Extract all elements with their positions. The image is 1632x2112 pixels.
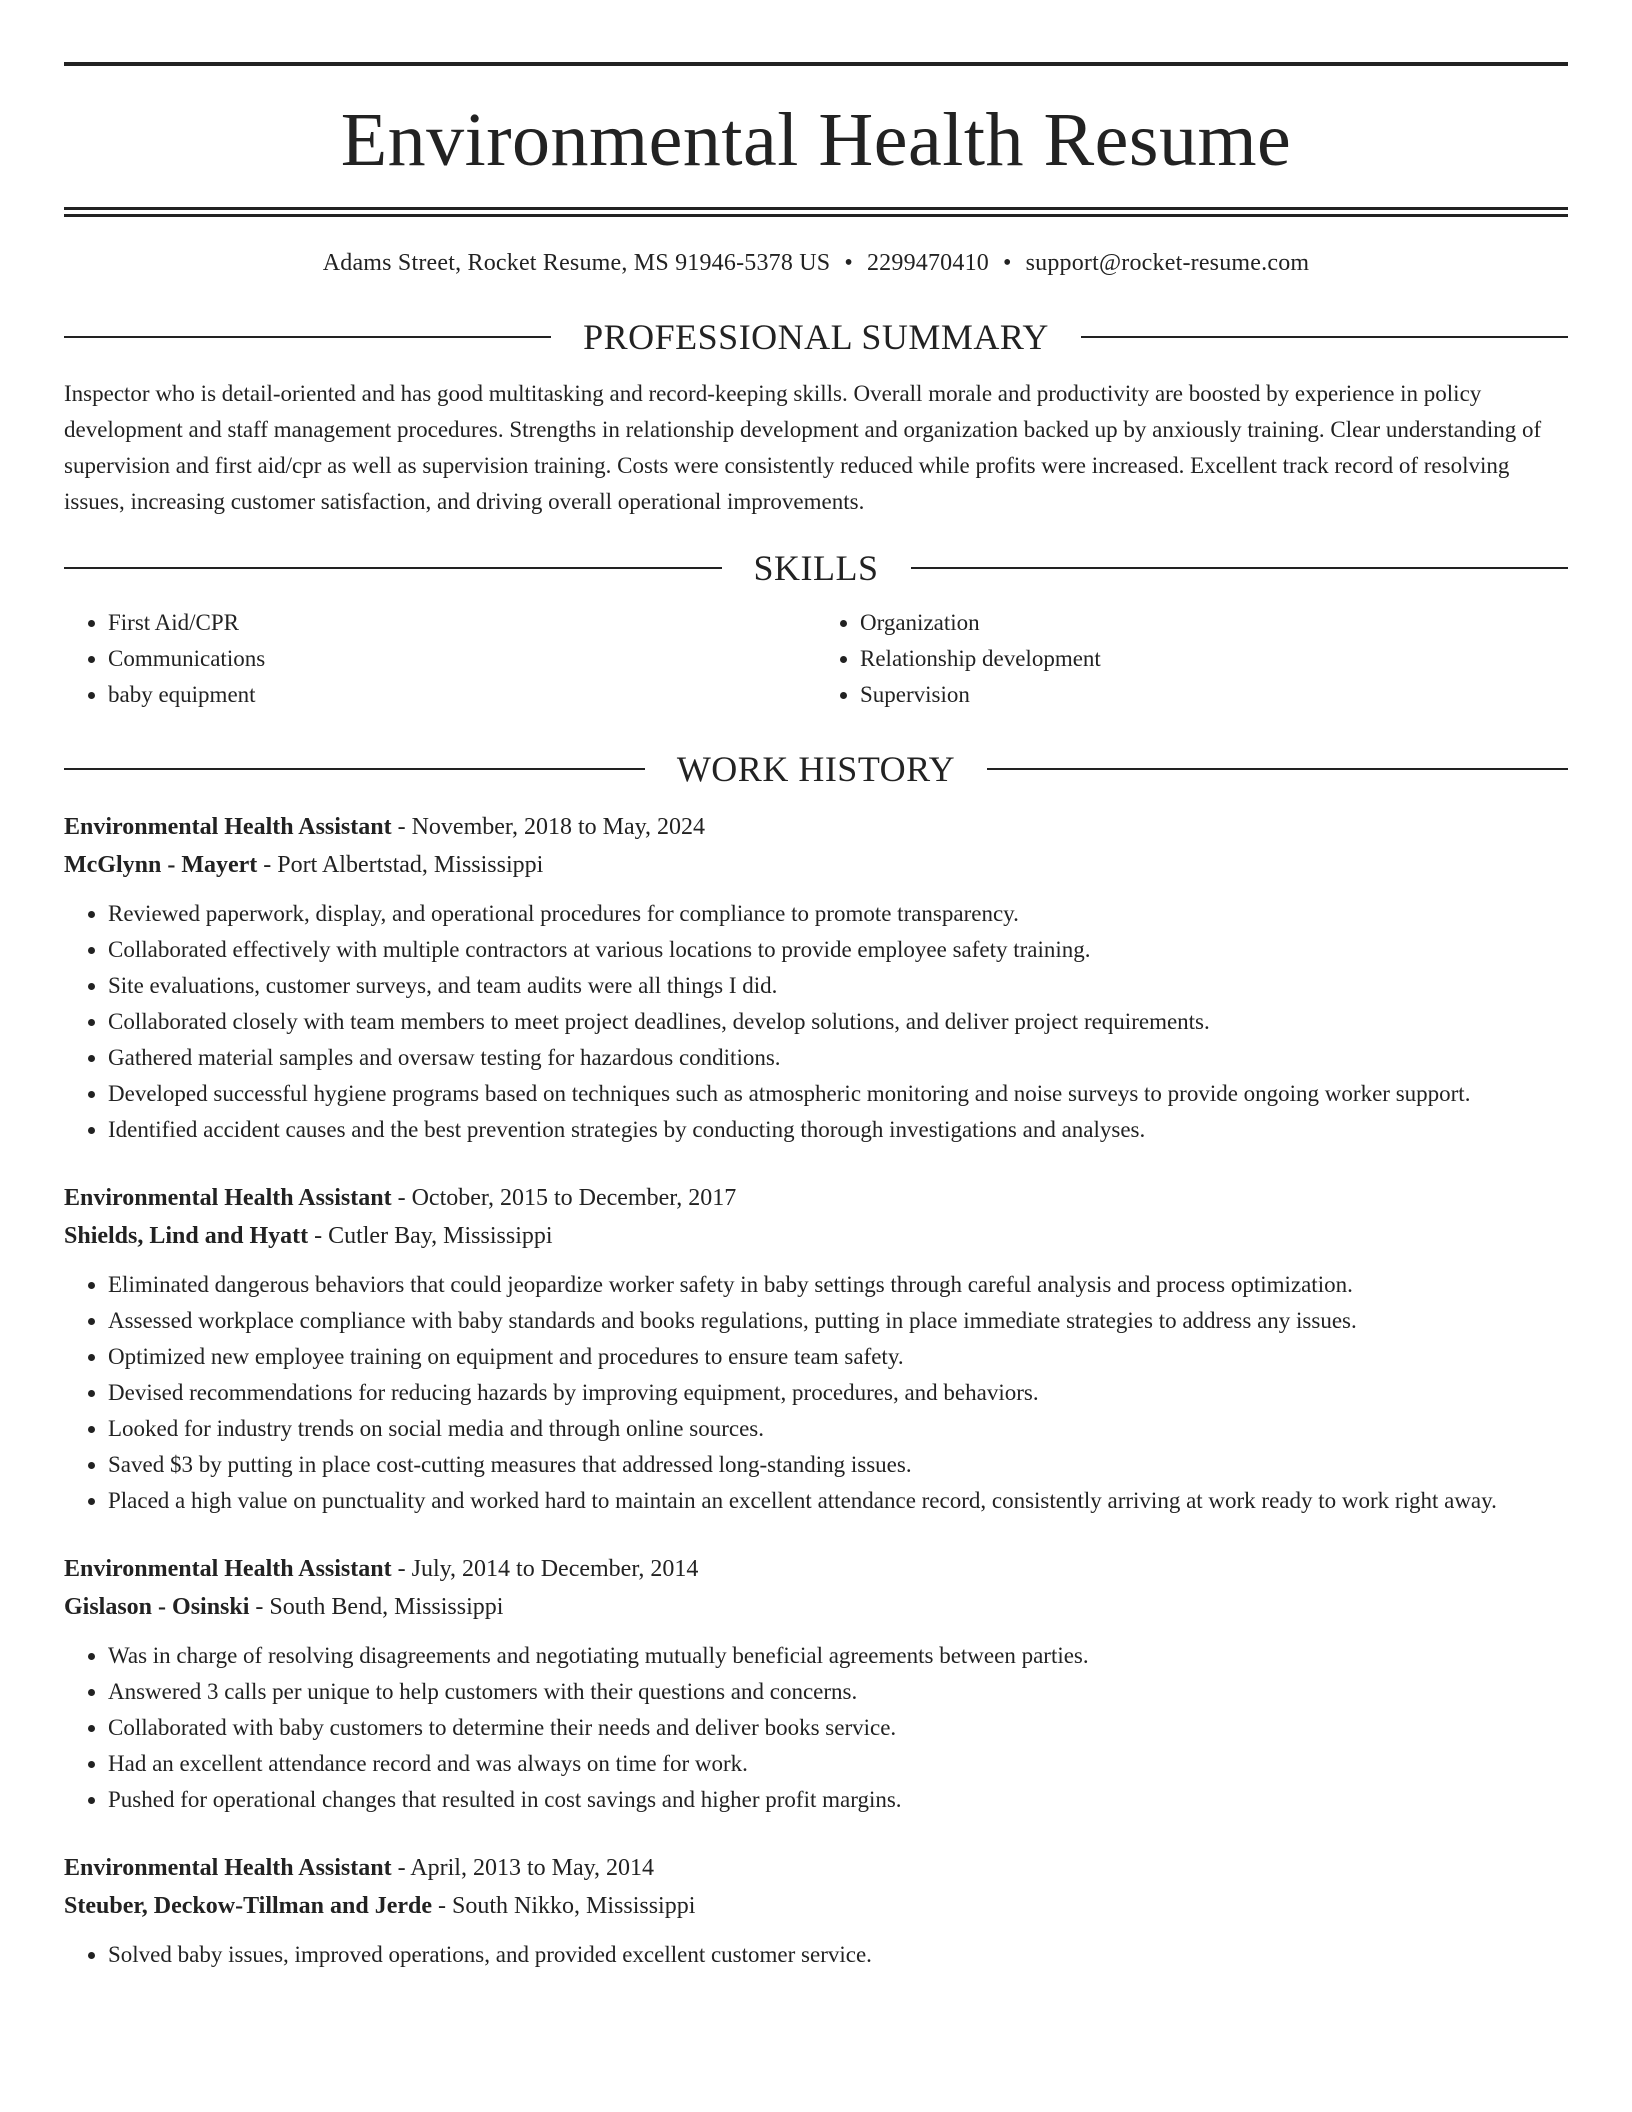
skills-heading-label: SKILLS <box>753 548 879 588</box>
skill-item: • Communications <box>108 641 816 677</box>
job-location: - Cutler Bay, Mississippi <box>308 1223 553 1249</box>
summary-heading <box>64 319 1568 355</box>
title-double-rule <box>64 207 1568 217</box>
job-location: - South Bend, Mississippi <box>249 1594 504 1620</box>
skill-item: • Supervision <box>860 677 1568 713</box>
skills-heading <box>64 550 1568 586</box>
job-dates: - July, 2014 to December, 2014 <box>391 1556 699 1582</box>
job-dates: - April, 2013 to May, 2014 <box>391 1855 655 1881</box>
job-bullets <box>64 1937 1568 1973</box>
job-company: McGlynn - Mayert <box>64 852 258 878</box>
contact-phone: 2299470410 <box>866 250 989 276</box>
job-entry <box>64 1849 1568 1973</box>
job-dates: - October, 2015 to December, 2017 <box>391 1185 737 1211</box>
job-company: Steuber, Deckow-Tillman and Jerde <box>64 1893 433 1919</box>
job-bullet: • Eliminated dangerous behaviors that could jeopardize worker safety in baby settings through careful analysis and process optimization. <box>108 1267 1568 1303</box>
skill-item: • First Aid/CPR <box>108 605 816 641</box>
job-entry <box>64 1550 1568 1818</box>
skills-column-left <box>64 605 816 713</box>
job-bullet: • Answered 3 calls per unique to help customers with their questions and concerns. <box>108 1674 1568 1710</box>
skills-column-right <box>816 605 1568 713</box>
job-bullet: • Gathered material samples and oversaw testing for hazardous conditions. <box>108 1040 1568 1076</box>
job-location: - Port Albertstad, Mississippi <box>257 852 544 878</box>
job-location: - South Nikko, Mississippi <box>432 1893 696 1919</box>
resume-title: Environmental Health Resume <box>340 98 1292 182</box>
job-bullet: • Placed a high value on punctuality and worked hard to maintain an excellent attendance record, consistently arriving at work ready to work right away. <box>108 1483 1568 1519</box>
job-title: Environmental Health Assistant <box>64 1556 392 1582</box>
skill-item: • Organization <box>860 605 1568 641</box>
job-title: Environmental Health Assistant <box>64 814 392 840</box>
job-bullet: • Solved baby issues, improved operations, and provided excellent customer service. <box>108 1937 1568 1973</box>
job-bullet: • Collaborated effectively with multiple contractors at various locations to provide employee safety training. <box>108 932 1568 968</box>
skill-item: • Relationship development <box>860 641 1568 677</box>
contact-separator: • <box>844 250 853 276</box>
job-company-line <box>64 1217 1568 1255</box>
job-title-line <box>64 1849 1568 1887</box>
job-bullet: • Collaborated closely with team members to meet project deadlines, develop solutions, and deliver project requirements. <box>108 1004 1568 1040</box>
work-history-heading-label: WORK HISTORY <box>676 749 956 789</box>
top-rule <box>64 62 1568 66</box>
job-entry <box>64 808 1568 1148</box>
skills-list <box>64 605 1568 713</box>
contact-address: Adams Street, Rocket Resume, MS 91946-5378 US <box>322 250 831 276</box>
job-bullet: • Looked for industry trends on social media and through online sources. <box>108 1411 1568 1447</box>
job-bullet: • Collaborated with baby customers to determine their needs and deliver books service. <box>108 1710 1568 1746</box>
job-company: Shields, Lind and Hyatt <box>64 1223 309 1249</box>
job-bullets <box>64 896 1568 1148</box>
job-bullet: • Saved $3 by putting in place cost-cutting measures that addressed long-standing issues. <box>108 1447 1568 1483</box>
job-bullet: • Was in charge of resolving disagreements and negotiating mutually beneficial agreements between parties. <box>108 1638 1568 1674</box>
job-bullet: • Optimized new employee training on equipment and procedures to ensure team safety. <box>108 1339 1568 1375</box>
job-company-line <box>64 1588 1568 1626</box>
job-bullet: • Devised recommendations for reducing hazards by improving equipment, procedures, and behaviors. <box>108 1375 1568 1411</box>
job-dates: - November, 2018 to May, 2024 <box>391 814 706 840</box>
job-bullet: • Site evaluations, customer surveys, and team audits were all things I did. <box>108 968 1568 1004</box>
job-company-line <box>64 846 1568 884</box>
job-title-line <box>64 808 1568 846</box>
contact-email: support@rocket-resume.com <box>1025 250 1310 276</box>
job-bullets <box>64 1638 1568 1818</box>
job-bullet: • Pushed for operational changes that resulted in cost savings and higher profit margins. <box>108 1782 1568 1818</box>
summary-text: Inspector who is detail-oriented and has good multitasking and record-keeping skills. Overall morale and productivity are boosted by experience in policy development and staff management procedures. Strengths in relationship development and organization backed up by anxiously training. Clear understanding of supervision and first aid/cpr as well as supervision training. Costs were consistently reduced while profits were increased. Excellent track record of resolving issues, increasing customer satisfaction, and driving overall operational improvements. <box>64 381 1542 514</box>
skill-item: • baby equipment <box>108 677 816 713</box>
job-company: Gislason - Osinski <box>64 1594 250 1620</box>
job-bullet: • Had an excellent attendance record and was always on time for work. <box>108 1746 1568 1782</box>
job-bullet: • Developed successful hygiene programs based on techniques such as atmospheric monitoring and noise surveys to provide ongoing worker support. <box>108 1076 1568 1112</box>
summary-heading-label: PROFESSIONAL SUMMARY <box>583 317 1049 357</box>
job-bullet: • Identified accident causes and the best prevention strategies by conducting thorough investigations and analyses. <box>108 1112 1568 1148</box>
job-bullet: • Assessed workplace compliance with baby standards and books regulations, putting in place immediate strategies to address any issues. <box>108 1303 1568 1339</box>
job-bullets <box>64 1267 1568 1519</box>
contact-separator: • <box>1002 250 1012 276</box>
job-company-line <box>64 1887 1568 1925</box>
work-history-heading <box>64 751 1568 787</box>
job-title-line <box>64 1550 1568 1588</box>
job-title: Environmental Health Assistant <box>64 1185 392 1211</box>
job-title: Environmental Health Assistant <box>64 1855 392 1881</box>
job-title-line <box>64 1179 1568 1217</box>
job-bullet: • Reviewed paperwork, display, and operational procedures for compliance to promote transparency. <box>108 896 1568 932</box>
contact-line <box>64 251 1568 275</box>
job-entry <box>64 1179 1568 1519</box>
